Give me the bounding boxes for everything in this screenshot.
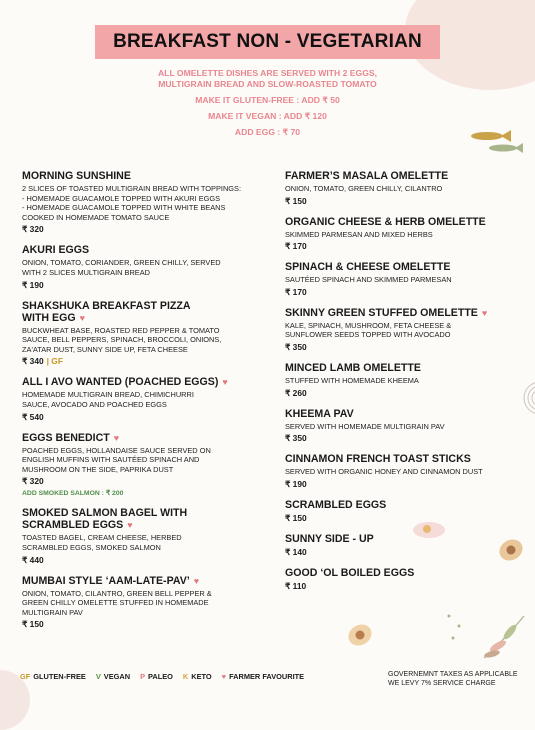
item-price bbox=[285, 342, 510, 352]
item-price bbox=[285, 287, 510, 297]
price-value: ₹ 190 bbox=[22, 279, 44, 290]
price-value: ₹ 170 bbox=[285, 286, 307, 297]
menu-item bbox=[22, 432, 258, 498]
right-menu-column bbox=[285, 170, 510, 601]
item-name bbox=[22, 300, 258, 324]
item-name bbox=[285, 567, 510, 579]
item-name bbox=[285, 499, 510, 511]
description-line: SKIMMED PARMESAN AND MIXED HERBS bbox=[285, 229, 433, 239]
item-name-text: ALL I AVO WANTED (POACHED EGGS) bbox=[22, 376, 219, 389]
item-price bbox=[22, 619, 258, 629]
description-line: SERVED WITH HOMEMADE MULTIGRAIN PAV bbox=[285, 421, 445, 431]
info-line: ALL OMELETTE DISHES ARE SERVED WITH 2 EGGS, bbox=[157, 68, 377, 78]
item-name bbox=[22, 432, 258, 444]
description-line: - HOMEMADE GUACAMOLE TOPPED WITH WHITE BEANS bbox=[22, 203, 226, 213]
price-value: ₹ 350 bbox=[285, 433, 307, 444]
description-line: HOMEMADE MULTIGRAIN BREAD, CHIMICHURRI bbox=[22, 390, 194, 400]
legend-label: PALEO bbox=[148, 672, 173, 681]
item-name bbox=[285, 362, 510, 374]
price-value: ₹ 170 bbox=[285, 241, 307, 252]
menu-item bbox=[285, 216, 510, 252]
menu-item bbox=[285, 567, 510, 591]
item-name-text: CINNAMON FRENCH TOAST STICKS bbox=[285, 453, 471, 466]
menu-item bbox=[22, 376, 258, 421]
item-price bbox=[285, 547, 510, 557]
item-description bbox=[22, 589, 258, 618]
heart-icon: ♥ bbox=[193, 575, 200, 586]
heart-icon: ♥ bbox=[127, 520, 133, 531]
tax-line: GOVERNEMNT TAXES AS APPLICABLE bbox=[388, 671, 518, 678]
item-name bbox=[285, 170, 510, 182]
item-description bbox=[285, 422, 510, 432]
description-line: ONION, TOMATO, GREEN CHILLY, CILANTRO bbox=[285, 184, 443, 193]
avocado-icon bbox=[345, 622, 375, 648]
description-line: BUCKWHEAT BASE, ROASTED RED PEPPER & TOMATO bbox=[22, 325, 220, 335]
price-value: ₹ 150 bbox=[285, 512, 307, 523]
price-value: ₹ 140 bbox=[285, 546, 307, 557]
item-name-text: GOOD ‘OL BOILED EGGS bbox=[285, 566, 415, 579]
legend-icon: K bbox=[182, 672, 189, 681]
item-price bbox=[285, 479, 510, 489]
description-line: ONION, TOMATO, CORIANDER, GREEN CHILLY, SERVED bbox=[22, 258, 221, 268]
legend-label: FARMER FAVOURITE bbox=[229, 672, 305, 681]
item-description bbox=[285, 376, 510, 386]
item-name bbox=[285, 533, 510, 545]
legend-item bbox=[96, 672, 130, 681]
item-price bbox=[22, 356, 258, 366]
fried-egg-icon bbox=[412, 520, 446, 540]
price-value: ₹ 340 bbox=[22, 356, 44, 367]
legend-item bbox=[20, 672, 86, 681]
heart-icon: ♥ bbox=[79, 312, 85, 323]
item-addon: ADD SMOKED SALMON : ₹ 200 bbox=[22, 490, 124, 498]
description-line: POACHED EGGS, HOLLANDAISE SAUCE SERVED ON bbox=[22, 445, 211, 455]
info-block bbox=[0, 68, 535, 138]
menu-item bbox=[285, 307, 510, 352]
description-line: STUFFED WITH HOMEMADE KHEEMA bbox=[285, 375, 419, 385]
description-line: MULTIGRAIN PAV bbox=[22, 607, 83, 617]
description-line: WITH 2 SLICES MULTIGRAIN BREAD bbox=[22, 267, 150, 277]
item-name bbox=[22, 244, 258, 256]
item-price bbox=[285, 433, 510, 443]
legend-icon: V bbox=[95, 672, 101, 681]
description-line: ONION, TOMATO, CILANTRO, GREEN BELL PEPPER & bbox=[22, 588, 212, 598]
avocado-icon bbox=[497, 537, 525, 563]
price-value: ₹ 440 bbox=[22, 554, 44, 565]
description-line: SAUCE, AVOCADO AND POACHED EGGS bbox=[22, 399, 167, 409]
item-name-text: SCRAMBLED EGGS bbox=[285, 498, 387, 511]
item-description bbox=[22, 184, 258, 222]
price-value: ₹ 190 bbox=[285, 478, 307, 489]
item-description bbox=[22, 533, 258, 552]
description-line: GREEN CHILLY OMELETTE STUFFED IN HOMEMADE bbox=[22, 598, 209, 608]
heart-icon: ♥ bbox=[222, 377, 228, 388]
legend-label: VEGAN bbox=[103, 672, 131, 681]
page-title: BREAKFAST NON - VEGETARIAN bbox=[113, 31, 422, 52]
item-description bbox=[285, 184, 510, 194]
item-name-text: EGGS BENEDICT bbox=[22, 431, 110, 444]
item-description bbox=[22, 390, 258, 409]
info-line: MAKE IT GLUTEN-FREE : ADD ₹ 50 bbox=[195, 95, 340, 105]
arc-lines-icon bbox=[512, 378, 535, 418]
item-name bbox=[285, 408, 510, 420]
item-description bbox=[22, 258, 258, 277]
heart-icon: ♥ bbox=[113, 432, 120, 443]
item-price bbox=[22, 224, 258, 234]
description-line: SUNFLOWER SEEDS TOPPED WITH AVOCADO bbox=[285, 330, 451, 340]
info-line: ADD EGG : ₹ 70 bbox=[234, 127, 301, 137]
item-price bbox=[285, 241, 510, 251]
left-menu-column bbox=[22, 170, 258, 639]
menu-item bbox=[22, 507, 258, 564]
item-name bbox=[285, 261, 510, 273]
price-value: ₹ 150 bbox=[22, 619, 44, 630]
dots-decoration-icon bbox=[445, 612, 465, 652]
leaf-branch-icon bbox=[478, 610, 528, 662]
item-name-text: FARMER’S MASALA OMELETTE bbox=[285, 170, 449, 182]
legend-label: GLUTEN-FREE bbox=[33, 672, 86, 681]
tax-line: WE LEVY 7% SERVICE CHARGE bbox=[388, 680, 496, 687]
item-name-text: SPINACH & CHEESE OMELETTE bbox=[285, 261, 451, 274]
price-value: ₹ 350 bbox=[285, 341, 307, 352]
item-price bbox=[285, 513, 510, 523]
tax-note bbox=[388, 670, 518, 688]
price-value: ₹ 110 bbox=[285, 580, 307, 591]
item-price bbox=[22, 412, 258, 422]
item-name-text: SCRAMBLED EGGS bbox=[22, 519, 124, 532]
item-name-text: SUNNY SIDE - UP bbox=[285, 532, 374, 545]
menu-item bbox=[22, 170, 258, 234]
item-name bbox=[285, 216, 510, 228]
legend-icon: ♥ bbox=[221, 672, 227, 681]
fish-icon bbox=[465, 128, 525, 154]
menu-item bbox=[285, 362, 510, 398]
item-name-text: SMOKED SALMON BAGEL WITH bbox=[22, 507, 188, 520]
item-price bbox=[285, 581, 510, 591]
item-price bbox=[22, 280, 258, 290]
item-name-text: SKINNY GREEN STUFFED OMELETTE bbox=[285, 306, 478, 319]
price-value: ₹ 260 bbox=[285, 387, 307, 398]
legend-item bbox=[183, 672, 212, 681]
title-banner bbox=[95, 25, 440, 59]
menu-item bbox=[285, 408, 510, 444]
info-line: MULTIGRAIN BREAD AND SLOW-ROASTED TOMATO bbox=[158, 79, 377, 89]
item-name-text: AKURI EGGS bbox=[22, 244, 90, 257]
item-name bbox=[22, 575, 258, 587]
item-price bbox=[22, 555, 258, 565]
menu-item bbox=[285, 261, 510, 297]
item-name-text: SHAKSHUKA BREAKFAST PIZZA bbox=[22, 299, 191, 312]
gf-tag: | GF bbox=[46, 356, 63, 367]
price-value: ₹ 320 bbox=[22, 224, 44, 235]
item-name bbox=[22, 376, 258, 388]
description-line: ZA'ATAR DUST, SUNNY SIDE UP, FETA CHEESE bbox=[22, 344, 188, 354]
item-name-text: KHEEMA PAV bbox=[285, 407, 354, 420]
description-line: SERVED WITH ORGANIC HONEY AND CINNAMON DUST bbox=[285, 467, 483, 477]
description-line: COOKED IN HOMEMADE TOMATO SAUCE bbox=[22, 212, 170, 222]
description-line: TOASTED BAGEL, CREAM CHEESE, HERBED bbox=[22, 533, 182, 543]
description-line: ENGLISH MUFFINS WITH SAUTÉED SPINACH AND bbox=[22, 455, 200, 465]
price-value: ₹ 320 bbox=[22, 476, 44, 487]
description-line: MUSHROOM ON THE SIDE, PAPRIKA DUST bbox=[22, 464, 174, 474]
legend-item bbox=[222, 672, 304, 681]
description-line: 2 SLICES OF TOASTED MULTIGRAIN BREAD WITH TOPPINGS: bbox=[22, 184, 242, 193]
legend-icon: GF bbox=[20, 672, 31, 681]
description-line: SCRAMBLED EGGS, SMOKED SALMON bbox=[22, 542, 161, 552]
legend bbox=[20, 672, 304, 681]
item-description bbox=[22, 446, 258, 475]
legend-label: KETO bbox=[191, 672, 212, 681]
item-name-text: MORNING SUNSHINE bbox=[22, 170, 131, 182]
menu-item bbox=[285, 499, 510, 523]
info-line: MAKE IT VEGAN : ADD ₹ 120 bbox=[208, 111, 327, 121]
menu-item bbox=[285, 533, 510, 557]
menu-item bbox=[285, 170, 510, 206]
description-line: SAUCE, BELL PEPPERS, SPINACH, BROCCOLI, ONIONS, bbox=[22, 335, 222, 345]
item-description bbox=[22, 326, 258, 355]
item-name bbox=[285, 307, 510, 319]
item-name-text: WITH EGG bbox=[22, 311, 76, 324]
item-name-text: MINCED LAMB OMELETTE bbox=[285, 361, 421, 374]
legend-item bbox=[140, 672, 173, 681]
menu-item bbox=[22, 244, 258, 289]
heart-icon: ♥ bbox=[481, 307, 488, 318]
price-value: ₹ 540 bbox=[22, 411, 44, 422]
item-description bbox=[285, 321, 510, 340]
menu-item bbox=[22, 300, 258, 367]
item-price bbox=[285, 388, 510, 398]
item-price bbox=[22, 476, 258, 486]
item-description bbox=[285, 467, 510, 477]
menu-item bbox=[22, 575, 258, 630]
description-line: - HOMEMADE GUACAMOLE TOPPED WITH AKURI EGGS bbox=[22, 193, 221, 203]
item-price bbox=[285, 196, 510, 206]
legend-icon: P bbox=[140, 672, 145, 681]
item-name bbox=[22, 507, 258, 531]
description-line: KALE, SPINACH, MUSHROOM, FETA CHEESE & bbox=[285, 320, 452, 330]
item-description bbox=[285, 275, 510, 285]
price-value: ₹ 150 bbox=[285, 195, 307, 206]
item-name bbox=[285, 453, 510, 465]
item-name-text: ORGANIC CHEESE & HERB OMELETTE bbox=[285, 215, 486, 228]
description-line: SAUTÉED SPINACH AND SKIMMED PARMESAN bbox=[285, 275, 452, 285]
item-name-text: MUMBAI STYLE ‘AAM-LATE-PAV’ bbox=[22, 574, 190, 587]
item-name bbox=[22, 170, 258, 182]
item-description bbox=[285, 230, 510, 240]
menu-item bbox=[285, 453, 510, 489]
